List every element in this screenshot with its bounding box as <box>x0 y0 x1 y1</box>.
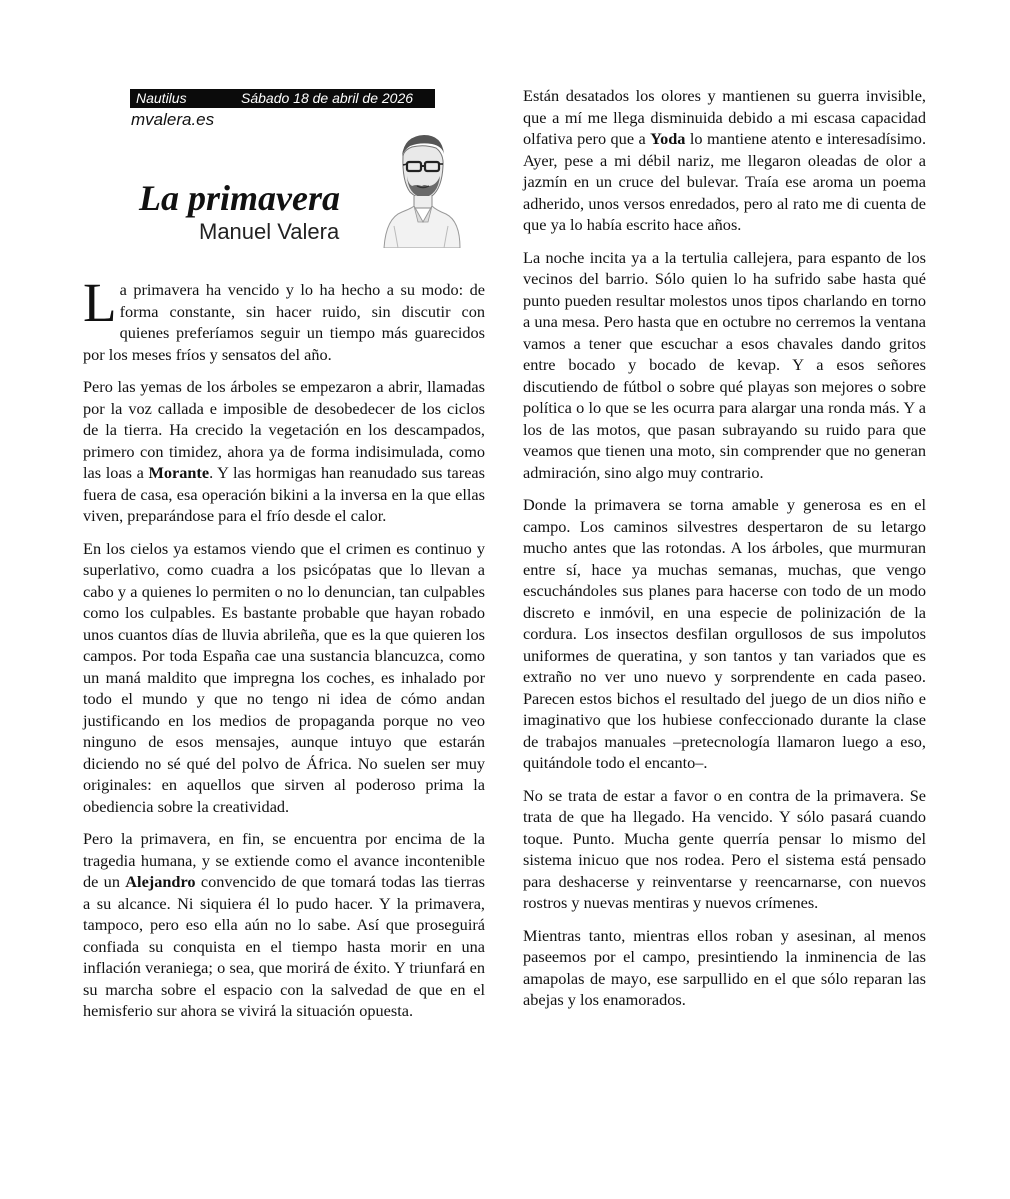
paragraph: Mientras tanto, mientras ellos roban y asesinan, al menos paseemos por el campo, presintiendo la inminencia de las amapolas de mayo, ese sarpullido en el que sólo reparan las abejas y los enamorados. <box>523 925 926 1009</box>
site-name: mvalera.es <box>131 110 215 129</box>
paragraph-text: Están desatados los olores y mantienen su guerra invisible, que a mí me llega disminuida debido a mi escasa capacidad olfativa pero que a <box>523 86 926 148</box>
publication-date: Sábado 18 de abril de 2026 <box>241 90 414 106</box>
bold-name: Yoda <box>650 129 686 148</box>
paragraph <box>83 272 485 365</box>
paragraph-text: a primavera ha vencido y lo ha hecho a su modo: de forma constante, sin hacer ruido, sin discutir con quienes preferíamos seguir un tiempo más guarecidos por los meses fríos y sensatos del año. <box>83 280 485 364</box>
paragraph: La noche incita ya a la tertulia callejera, para espanto de los vecinos del barrio. Sólo quien lo ha sufrido sabe hasta qué punto pueden resultar molestos unos tipos charlando en torno a una mesa. Pero hasta que en octubre no cerremos la ventana vamos a tener que escuchar a esos chavales dando gritos entre bocado y bocado de kevap. Y a esos señores discutiendo de fútbol o sobre qué playas son mejores o sobre política o lo que se les ocurra para alargar una ronda más. Y a los de las motos, que pasan subrayando su ruido para que veamos que tienen una moto, sin comprender que no generan admiración, sino algo muy contrario. <box>523 247 926 482</box>
paragraph <box>83 376 485 527</box>
author-portrait-icon <box>380 126 462 248</box>
article-title: La primavera <box>139 178 340 218</box>
paragraph-text: . Y las hormigas han reanudado sus tareas fuera de casa, esa operación bikini a la inversa en la que ellas viven, preparándose para el frío desde el calor. <box>83 463 485 525</box>
paragraph-text: lo mantiene atento e interesadísimo. Ayer, pese a mi débil nariz, me llegaron oleadas de olor a jazmín en un cruce del bulevar. Traía ese aroma un poema adherido, unos versos enredados, pero al rato me di cuenta de que ya lo había escrito hace años. <box>523 129 927 234</box>
drop-cap: L <box>83 272 117 333</box>
paragraph <box>83 828 485 1022</box>
bold-name: Alejandro <box>125 872 196 891</box>
right-column <box>523 85 926 1022</box>
paragraph: En los cielos ya estamos viendo que el crimen es continuo y superlativo, como cuadra a los psicópatas que lo llevan a cabo y a quienes lo permiten o no lo denuncian, tan culpables como los culpables. Es bastante probable que hayan robado unos cuantos días de lluvia abrileña, que es la que quieren los campos. Por toda España cae una sustancia blancuzca, como un maná maldito que impregna los coches, es inhalado por todo el mundo y que no tengo ni idea de cómo andan justificando en los medios de propaganda porque no veo ninguno de esos mensajes, aunque intuyo que estarán diciendo no sé qué del polvo de África. No suelen ser muy originales: en aquellos que sirven al poderoso prima la obediencia sobre la creatividad. <box>83 538 485 816</box>
paragraph <box>523 85 926 236</box>
left-column <box>83 272 485 1033</box>
bold-name: Morante <box>148 463 210 482</box>
author-name: Manuel Valera <box>199 219 340 244</box>
paragraph: No se trata de estar a favor o en contra de la primavera. Se trata de que ha llegado. Ha vencido. Y sólo pasará cuando toque. Punto. Mucha gente querría pensar lo mismo del sistema inicuo que nos rodea. Pero el sistema está pensado para deshacerse y reinventarse y reencarnarse, con nuevos rostros y nuevas mentiras y nuevos crímenes. <box>523 785 926 912</box>
paragraph-text: Pero las yemas de los árboles se empezaron a abrir, llamadas por la voz callada e imposible de desobedecer de los ciclos de la tierra. Ha crecido la vegetación en los descampados, primero con timidez, ahora ya de forma indisimulada, como las loas a <box>83 377 485 482</box>
header-bar <box>130 89 435 108</box>
section-name: Nautilus <box>136 90 187 106</box>
paragraph-text: convencido de que tomará todas las tierras a su alcance. Ni siquiera él lo pudo hacer. Y la primavera, tampoco, pero eso ella aún no lo sabe. Así que proseguirá confiada su conquista en el tiempo hasta morir en una inflación veraniega; o sea, que morirá de éxito. Y triunfará en su marcha sobre el espacio con la salvedad de que en el hemisferio sur ahora se vivirá la situación opuesta. <box>83 872 485 1020</box>
paragraph: Donde la primavera se torna amable y generosa es en el campo. Los caminos silvestres despertaron de su letargo mucho antes que las rotondas. A los árboles, que murmuran entre sí, hace ya muchas semanas, muchas, que vengo escuchándoles sus planes para hacerse con todo de un modo discreto e inmóvil, en una especie de polinización de la cordura. Los insectos desfilan orgullosos de sus impolutos uniformes de queratina, y son tantos y tan variados que es extraño no ver uno nuevo y sorprendente en cada paseo. Parecen estos bichos el resultado del juego de un dios niño e imaginativo que los hubiese confeccionado durante la clase de trabajos manuales –pretecnología llamaron luego a eso, quitándole todo el encanto–. <box>523 495 926 772</box>
paragraph-text: Pero la primavera, en fin, se encuentra por encima de la tragedia humana, y se extiende como el avance incontenible de un <box>83 829 485 891</box>
